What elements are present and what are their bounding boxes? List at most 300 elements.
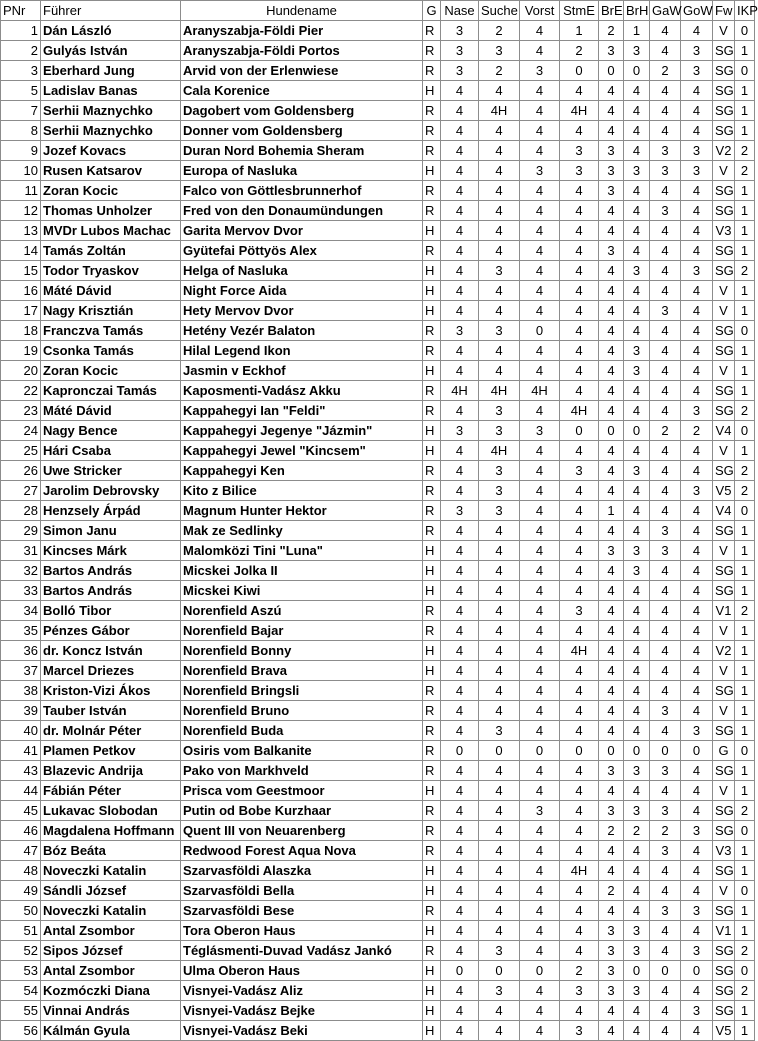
cell-gaw: 3 bbox=[650, 761, 681, 781]
cell-suche: 3 bbox=[479, 421, 520, 441]
cell-fuhrer: Tamás Zoltán bbox=[41, 241, 181, 261]
cell-brh: 4 bbox=[624, 181, 650, 201]
cell-suche: 4H bbox=[479, 441, 520, 461]
cell-fuhrer: Sándli József bbox=[41, 881, 181, 901]
cell-g: H bbox=[423, 1001, 441, 1021]
cell-nase: 4 bbox=[441, 161, 479, 181]
cell-g: R bbox=[423, 341, 441, 361]
cell-g: R bbox=[423, 821, 441, 841]
cell-g: H bbox=[423, 81, 441, 101]
cell-bre: 4 bbox=[599, 681, 624, 701]
cell-bre: 2 bbox=[599, 881, 624, 901]
cell-pnr: 14 bbox=[1, 241, 41, 261]
cell-bre: 4 bbox=[599, 381, 624, 401]
cell-stme: 4 bbox=[560, 281, 599, 301]
cell-fuhrer: Marcel Driezes bbox=[41, 661, 181, 681]
cell-gaw: 3 bbox=[650, 701, 681, 721]
cell-brh: 3 bbox=[624, 161, 650, 181]
cell-g: R bbox=[423, 681, 441, 701]
cell-gow: 3 bbox=[681, 41, 713, 61]
table-row bbox=[1, 961, 755, 981]
cell-brh: 4 bbox=[624, 901, 650, 921]
cell-fw: V2 bbox=[713, 141, 735, 161]
cell-bre: 3 bbox=[599, 161, 624, 181]
cell-stme: 4 bbox=[560, 681, 599, 701]
cell-bre: 2 bbox=[599, 21, 624, 41]
cell-suche: 2 bbox=[479, 61, 520, 81]
cell-vorst: 4 bbox=[520, 761, 560, 781]
header-stme: StmE bbox=[560, 1, 599, 21]
cell-g: R bbox=[423, 41, 441, 61]
cell-suche: 4 bbox=[479, 661, 520, 681]
table-row bbox=[1, 81, 755, 101]
cell-brh: 4 bbox=[624, 621, 650, 641]
cell-ikp: 0 bbox=[735, 501, 755, 521]
cell-suche: 0 bbox=[479, 961, 520, 981]
cell-pnr: 40 bbox=[1, 721, 41, 741]
cell-vorst: 4 bbox=[520, 681, 560, 701]
cell-hundename: Norenfield Brava bbox=[181, 661, 423, 681]
cell-pnr: 3 bbox=[1, 61, 41, 81]
cell-brh: 3 bbox=[624, 801, 650, 821]
cell-stme: 0 bbox=[560, 741, 599, 761]
cell-gaw: 3 bbox=[650, 161, 681, 181]
cell-stme: 2 bbox=[560, 41, 599, 61]
cell-gaw: 4 bbox=[650, 281, 681, 301]
cell-g: H bbox=[423, 981, 441, 1001]
cell-vorst: 4 bbox=[520, 261, 560, 281]
header-gaw: GaW bbox=[650, 1, 681, 21]
cell-hundename: Norenfield Bonny bbox=[181, 641, 423, 661]
header-g: G bbox=[423, 1, 441, 21]
cell-pnr: 15 bbox=[1, 261, 41, 281]
cell-ikp: 1 bbox=[735, 121, 755, 141]
cell-vorst: 0 bbox=[520, 961, 560, 981]
cell-vorst: 4 bbox=[520, 781, 560, 801]
cell-hundename: Fred von den Donaumündungen bbox=[181, 201, 423, 221]
cell-pnr: 13 bbox=[1, 221, 41, 241]
cell-nase: 0 bbox=[441, 741, 479, 761]
cell-g: R bbox=[423, 941, 441, 961]
cell-nase: 4 bbox=[441, 601, 479, 621]
cell-fuhrer: Gulyás István bbox=[41, 41, 181, 61]
cell-ikp: 1 bbox=[735, 81, 755, 101]
cell-ikp: 2 bbox=[735, 161, 755, 181]
cell-ikp: 1 bbox=[735, 861, 755, 881]
cell-gaw: 3 bbox=[650, 521, 681, 541]
cell-fuhrer: Dán László bbox=[41, 21, 181, 41]
header-gow: GoW bbox=[681, 1, 713, 21]
cell-brh: 3 bbox=[624, 461, 650, 481]
cell-gow: 4 bbox=[681, 21, 713, 41]
cell-suche: 4 bbox=[479, 361, 520, 381]
cell-pnr: 37 bbox=[1, 661, 41, 681]
cell-nase: 4 bbox=[441, 641, 479, 661]
cell-gow: 3 bbox=[681, 161, 713, 181]
cell-g: R bbox=[423, 101, 441, 121]
cell-bre: 3 bbox=[599, 981, 624, 1001]
cell-gow: 4 bbox=[681, 1021, 713, 1041]
cell-nase: 3 bbox=[441, 501, 479, 521]
cell-bre: 4 bbox=[599, 481, 624, 501]
cell-gaw: 4 bbox=[650, 401, 681, 421]
cell-ikp: 2 bbox=[735, 401, 755, 421]
cell-pnr: 2 bbox=[1, 41, 41, 61]
cell-hundename: Kito z Bilice bbox=[181, 481, 423, 501]
cell-hundename: Visnyei-Vadász Bejke bbox=[181, 1001, 423, 1021]
cell-ikp: 2 bbox=[735, 601, 755, 621]
cell-brh: 4 bbox=[624, 1021, 650, 1041]
cell-hundename: Micskei Jolka II bbox=[181, 561, 423, 581]
cell-nase: 4 bbox=[441, 481, 479, 501]
cell-gaw: 4 bbox=[650, 481, 681, 501]
cell-gow: 4 bbox=[681, 581, 713, 601]
cell-hundename: Ulma Oberon Haus bbox=[181, 961, 423, 981]
cell-ikp: 0 bbox=[735, 881, 755, 901]
cell-suche: 3 bbox=[479, 501, 520, 521]
table-row bbox=[1, 261, 755, 281]
table-row bbox=[1, 641, 755, 661]
cell-bre: 4 bbox=[599, 641, 624, 661]
header-hundename: Hundename bbox=[181, 1, 423, 21]
cell-vorst: 4 bbox=[520, 561, 560, 581]
cell-gow: 4 bbox=[681, 841, 713, 861]
cell-g: H bbox=[423, 921, 441, 941]
cell-stme: 3 bbox=[560, 141, 599, 161]
cell-suche: 4 bbox=[479, 141, 520, 161]
cell-gaw: 4 bbox=[650, 601, 681, 621]
cell-g: R bbox=[423, 201, 441, 221]
cell-fw: SG bbox=[713, 981, 735, 1001]
cell-stme: 4 bbox=[560, 881, 599, 901]
cell-vorst: 4 bbox=[520, 361, 560, 381]
cell-g: H bbox=[423, 421, 441, 441]
table-row bbox=[1, 281, 755, 301]
cell-nase: 4 bbox=[441, 221, 479, 241]
cell-hundename: Garita Mervov Dvor bbox=[181, 221, 423, 241]
cell-vorst: 4 bbox=[520, 721, 560, 741]
cell-bre: 3 bbox=[599, 41, 624, 61]
cell-suche: 4 bbox=[479, 901, 520, 921]
cell-bre: 4 bbox=[599, 341, 624, 361]
cell-fuhrer: Blazevic Andrija bbox=[41, 761, 181, 781]
cell-gow: 4 bbox=[681, 641, 713, 661]
cell-stme: 3 bbox=[560, 981, 599, 1001]
cell-gaw: 4 bbox=[650, 661, 681, 681]
cell-fuhrer: Serhii Maznychko bbox=[41, 101, 181, 121]
cell-stme: 4 bbox=[560, 661, 599, 681]
cell-ikp: 1 bbox=[735, 841, 755, 861]
cell-gow: 4 bbox=[681, 321, 713, 341]
cell-brh: 4 bbox=[624, 681, 650, 701]
cell-brh: 4 bbox=[624, 481, 650, 501]
cell-g: R bbox=[423, 141, 441, 161]
cell-hundename: Hilal Legend Ikon bbox=[181, 341, 423, 361]
cell-hundename: Donner vom Goldensberg bbox=[181, 121, 423, 141]
cell-stme: 4 bbox=[560, 761, 599, 781]
cell-pnr: 31 bbox=[1, 541, 41, 561]
cell-g: R bbox=[423, 181, 441, 201]
table-row bbox=[1, 561, 755, 581]
table-row bbox=[1, 61, 755, 81]
cell-brh: 4 bbox=[624, 521, 650, 541]
cell-suche: 3 bbox=[479, 941, 520, 961]
cell-stme: 4H bbox=[560, 401, 599, 421]
cell-fuhrer: Franczva Tamás bbox=[41, 321, 181, 341]
cell-gaw: 4 bbox=[650, 921, 681, 941]
cell-pnr: 35 bbox=[1, 621, 41, 641]
table-row bbox=[1, 201, 755, 221]
cell-hundename: Duran Nord Bohemia Sheram bbox=[181, 141, 423, 161]
cell-gaw: 4 bbox=[650, 881, 681, 901]
cell-vorst: 4 bbox=[520, 881, 560, 901]
cell-bre: 3 bbox=[599, 541, 624, 561]
cell-brh: 4 bbox=[624, 701, 650, 721]
cell-nase: 4 bbox=[441, 101, 479, 121]
cell-brh: 4 bbox=[624, 201, 650, 221]
cell-gow: 4 bbox=[681, 601, 713, 621]
cell-brh: 4 bbox=[624, 841, 650, 861]
cell-ikp: 2 bbox=[735, 481, 755, 501]
cell-nase: 4 bbox=[441, 541, 479, 561]
cell-suche: 4 bbox=[479, 561, 520, 581]
cell-pnr: 5 bbox=[1, 81, 41, 101]
cell-gaw: 4 bbox=[650, 501, 681, 521]
cell-ikp: 1 bbox=[735, 441, 755, 461]
cell-fw: V bbox=[713, 661, 735, 681]
cell-ikp: 1 bbox=[735, 1001, 755, 1021]
cell-vorst: 4 bbox=[520, 861, 560, 881]
table-row bbox=[1, 381, 755, 401]
cell-gow: 4 bbox=[681, 101, 713, 121]
cell-fuhrer: Bartos András bbox=[41, 581, 181, 601]
cell-hundename: Hetény Vezér Balaton bbox=[181, 321, 423, 341]
cell-vorst: 4 bbox=[520, 461, 560, 481]
cell-suche: 4 bbox=[479, 1001, 520, 1021]
table-row bbox=[1, 441, 755, 461]
cell-fuhrer: Zoran Kocic bbox=[41, 181, 181, 201]
cell-suche: 4 bbox=[479, 181, 520, 201]
cell-vorst: 4 bbox=[520, 521, 560, 541]
table-row bbox=[1, 801, 755, 821]
cell-vorst: 4 bbox=[520, 661, 560, 681]
cell-gow: 4 bbox=[681, 801, 713, 821]
cell-brh: 3 bbox=[624, 761, 650, 781]
table-row bbox=[1, 841, 755, 861]
cell-pnr: 33 bbox=[1, 581, 41, 601]
cell-vorst: 4 bbox=[520, 921, 560, 941]
table-row bbox=[1, 821, 755, 841]
cell-gaw: 4 bbox=[650, 681, 681, 701]
cell-stme: 4 bbox=[560, 701, 599, 721]
cell-gow: 3 bbox=[681, 141, 713, 161]
cell-hundename: Norenfield Aszú bbox=[181, 601, 423, 621]
cell-stme: 4 bbox=[560, 481, 599, 501]
cell-ikp: 1 bbox=[735, 101, 755, 121]
cell-ikp: 1 bbox=[735, 561, 755, 581]
cell-gow: 4 bbox=[681, 761, 713, 781]
cell-g: R bbox=[423, 21, 441, 41]
cell-fw: SG bbox=[713, 681, 735, 701]
cell-bre: 4 bbox=[599, 661, 624, 681]
table-row bbox=[1, 221, 755, 241]
cell-ikp: 0 bbox=[735, 321, 755, 341]
cell-g: H bbox=[423, 961, 441, 981]
cell-hundename: Szarvasföldi Bese bbox=[181, 901, 423, 921]
cell-fw: SG bbox=[713, 401, 735, 421]
cell-bre: 3 bbox=[599, 761, 624, 781]
cell-bre: 4 bbox=[599, 581, 624, 601]
cell-hundename: Kappahegyi Jewel "Kincsem" bbox=[181, 441, 423, 461]
cell-fw: V3 bbox=[713, 841, 735, 861]
cell-g: R bbox=[423, 381, 441, 401]
cell-fw: V bbox=[713, 781, 735, 801]
cell-suche: 4 bbox=[479, 921, 520, 941]
cell-stme: 4 bbox=[560, 841, 599, 861]
cell-pnr: 47 bbox=[1, 841, 41, 861]
cell-gow: 0 bbox=[681, 741, 713, 761]
cell-gow: 4 bbox=[681, 541, 713, 561]
cell-pnr: 16 bbox=[1, 281, 41, 301]
cell-g: R bbox=[423, 721, 441, 741]
cell-vorst: 4 bbox=[520, 21, 560, 41]
cell-hundename: Dagobert vom Goldensberg bbox=[181, 101, 423, 121]
cell-fuhrer: Jozef Kovacs bbox=[41, 141, 181, 161]
cell-gaw: 4 bbox=[650, 581, 681, 601]
cell-gaw: 3 bbox=[650, 201, 681, 221]
cell-fuhrer: Pénzes Gábor bbox=[41, 621, 181, 641]
cell-vorst: 4 bbox=[520, 581, 560, 601]
cell-ikp: 1 bbox=[735, 641, 755, 661]
cell-g: R bbox=[423, 621, 441, 641]
cell-gaw: 4 bbox=[650, 181, 681, 201]
cell-g: R bbox=[423, 401, 441, 421]
cell-gaw: 4 bbox=[650, 21, 681, 41]
cell-gow: 4 bbox=[681, 861, 713, 881]
cell-pnr: 46 bbox=[1, 821, 41, 841]
cell-fw: V3 bbox=[713, 221, 735, 241]
cell-brh: 4 bbox=[624, 321, 650, 341]
cell-nase: 3 bbox=[441, 421, 479, 441]
cell-gaw: 4 bbox=[650, 341, 681, 361]
cell-stme: 1 bbox=[560, 21, 599, 41]
cell-nase: 4 bbox=[441, 841, 479, 861]
cell-suche: 4 bbox=[479, 581, 520, 601]
cell-gaw: 3 bbox=[650, 141, 681, 161]
cell-ikp: 1 bbox=[735, 521, 755, 541]
cell-brh: 4 bbox=[624, 721, 650, 741]
cell-bre: 3 bbox=[599, 801, 624, 821]
cell-fw: G bbox=[713, 741, 735, 761]
cell-brh: 0 bbox=[624, 421, 650, 441]
cell-suche: 4 bbox=[479, 281, 520, 301]
cell-fuhrer: Vinnai András bbox=[41, 1001, 181, 1021]
cell-fuhrer: Noveczki Katalin bbox=[41, 901, 181, 921]
cell-brh: 4 bbox=[624, 141, 650, 161]
cell-gow: 4 bbox=[681, 881, 713, 901]
cell-fw: SG bbox=[713, 821, 735, 841]
cell-pnr: 55 bbox=[1, 1001, 41, 1021]
cell-hundename: Aranyszabja-Földi Portos bbox=[181, 41, 423, 61]
cell-nase: 4 bbox=[441, 261, 479, 281]
cell-bre: 4 bbox=[599, 1021, 624, 1041]
cell-bre: 4 bbox=[599, 221, 624, 241]
cell-fw: V bbox=[713, 881, 735, 901]
cell-gow: 3 bbox=[681, 721, 713, 741]
cell-pnr: 53 bbox=[1, 961, 41, 981]
table-row bbox=[1, 481, 755, 501]
cell-stme: 4 bbox=[560, 941, 599, 961]
cell-gow: 4 bbox=[681, 301, 713, 321]
cell-gaw: 4 bbox=[650, 721, 681, 741]
cell-bre: 4 bbox=[599, 441, 624, 461]
cell-ikp: 1 bbox=[735, 721, 755, 741]
cell-pnr: 20 bbox=[1, 361, 41, 381]
cell-stme: 4 bbox=[560, 341, 599, 361]
cell-gaw: 3 bbox=[650, 841, 681, 861]
cell-gow: 4 bbox=[681, 981, 713, 1001]
cell-brh: 2 bbox=[624, 821, 650, 841]
cell-vorst: 3 bbox=[520, 161, 560, 181]
cell-suche: 4 bbox=[479, 341, 520, 361]
cell-fw: V4 bbox=[713, 421, 735, 441]
cell-nase: 3 bbox=[441, 321, 479, 341]
cell-fuhrer: Lukavac Slobodan bbox=[41, 801, 181, 821]
cell-hundename: Arvid von der Erlenwiese bbox=[181, 61, 423, 81]
cell-g: H bbox=[423, 1021, 441, 1041]
cell-gow: 4 bbox=[681, 381, 713, 401]
cell-fw: SG bbox=[713, 241, 735, 261]
cell-pnr: 24 bbox=[1, 421, 41, 441]
cell-stme: 4 bbox=[560, 501, 599, 521]
cell-suche: 4 bbox=[479, 821, 520, 841]
cell-fuhrer: dr. Molnár Péter bbox=[41, 721, 181, 741]
cell-nase: 0 bbox=[441, 961, 479, 981]
cell-gaw: 4 bbox=[650, 861, 681, 881]
cell-gow: 4 bbox=[681, 781, 713, 801]
cell-suche: 4 bbox=[479, 621, 520, 641]
cell-suche: 4 bbox=[479, 641, 520, 661]
cell-bre: 0 bbox=[599, 741, 624, 761]
cell-fuhrer: Eberhard Jung bbox=[41, 61, 181, 81]
cell-fw: V5 bbox=[713, 481, 735, 501]
cell-gaw: 4 bbox=[650, 641, 681, 661]
cell-g: R bbox=[423, 521, 441, 541]
cell-nase: 4 bbox=[441, 621, 479, 641]
cell-vorst: 4 bbox=[520, 1001, 560, 1021]
cell-gaw: 4 bbox=[650, 441, 681, 461]
cell-nase: 4 bbox=[441, 781, 479, 801]
cell-pnr: 29 bbox=[1, 521, 41, 541]
table-row bbox=[1, 181, 755, 201]
cell-fuhrer: Fábián Péter bbox=[41, 781, 181, 801]
cell-hundename: Night Force Aida bbox=[181, 281, 423, 301]
table-row bbox=[1, 521, 755, 541]
cell-fuhrer: Antal Zsombor bbox=[41, 961, 181, 981]
cell-stme: 3 bbox=[560, 1021, 599, 1041]
cell-vorst: 4 bbox=[520, 981, 560, 1001]
cell-brh: 4 bbox=[624, 641, 650, 661]
cell-g: R bbox=[423, 61, 441, 81]
cell-suche: 4H bbox=[479, 101, 520, 121]
cell-gaw: 3 bbox=[650, 541, 681, 561]
cell-pnr: 41 bbox=[1, 741, 41, 761]
cell-pnr: 56 bbox=[1, 1021, 41, 1041]
cell-g: H bbox=[423, 361, 441, 381]
cell-suche: 4 bbox=[479, 701, 520, 721]
cell-fw: SG bbox=[713, 801, 735, 821]
cell-vorst: 4 bbox=[520, 821, 560, 841]
